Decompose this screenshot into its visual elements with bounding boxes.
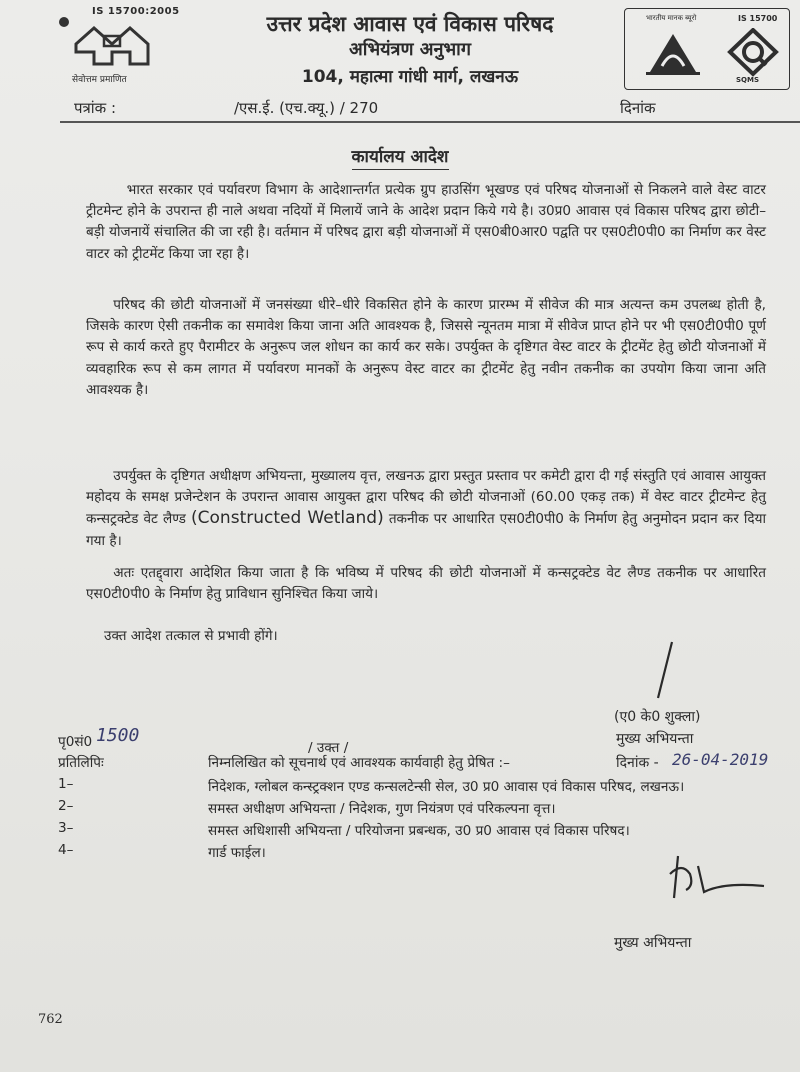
department-name: अभियंत्रण अनुभाग: [349, 39, 471, 60]
dispatch-number: 1500: [96, 725, 140, 746]
paragraph-2: परिषद की छोटी योजनाओं में जनसंख्या धीरे–धीरे विकसित होने के कारण प्रारम्भ में सीवेज की मात्र अत्यन्त कम उपलब्ध होती है, जिसके कारण ऐसी तकनीक का समावेश किया जाना अति आवश्यक है, जिससे न्यूनतम मात्रा में सीवेज प्राप्त होने पर भी एस0टी0पी0 पूर्ण रूप से कार्य करते हुए पैरामीटर के अनुरूप जल शोधन का कार्य कर सके। उपर्युक्त के दृष्टिगत वेस्ट वाटर के ट्रीटमेंट हेतु छोटी योजनाओं में व्यवहारिक रूप से कम लागत में पर्यावरण मानकों के अनुरूप वेस्ट वाटर का ट्रीटमेंट हेतु नवीन तकनीक का उपयोग किया जाना अति आवश्यक है।: [86, 297, 766, 398]
seal-caption: सेवोत्तम प्रमाणित: [72, 75, 127, 85]
copy-item-number: 1–: [58, 776, 74, 792]
dispatch-ukt: / उक्त /: [308, 740, 349, 756]
paragraph-5: उक्त आदेश तत्काल से प्रभावी होंगे।: [104, 628, 278, 644]
organization-logo: [56, 14, 166, 72]
copy-intro: निम्नलिखित को सूचनार्थ एवं आवश्यक कार्यवाही हेतु प्रेषित :–: [208, 755, 510, 771]
reference-label: पत्रांक :: [74, 99, 117, 117]
signature-scribble: [664, 852, 774, 902]
page-number: 762: [38, 1012, 63, 1027]
cert-standard: IS 15700: [738, 14, 778, 23]
dispatch-label: पृ0सं0: [58, 734, 93, 750]
copy-item-number: 3–: [58, 820, 74, 836]
sqms-logo-icon: [726, 28, 780, 78]
copy-item: गार्ड फाईल।: [208, 845, 266, 861]
paragraph-1: भारत सरकार एवं पर्यावरण विभाग के आदेशान्तर्गत प्रत्येक ग्रुप हाउसिंग भूखण्ड एवं परिषद योजनाओं से निकलने वाले वेस्ट वाटर ट्रीटमेन्ट होने के उपरान्त ही नाले अथवा नदियों में मिलायें जाने के आदेश प्रदान किये गये है। उ0प्र0 आवास एवं विकास परिषद द्वारा छोटी–बड़ी योजनायें संचालित की जा रही है। वर्तमान में परिषद द्वारा बड़ी योजनाओं में एस0बी0आर0 पद्वति पर एस0टी0पी0 का निर्माण कर वेस्ट वाटर को ट्रीटमेंट किया जा रहा है।: [86, 182, 766, 262]
footer-designation: मुख्य अभियन्ता: [614, 935, 692, 951]
sqms-caption: SQMS: [736, 76, 759, 84]
copy-item: समस्त अधिशासी अभियन्ता / परियोजना प्रबन्धक, उ0 प्र0 आवास एवं विकास परिषद।: [208, 823, 630, 839]
organization-name: उत्तर प्रदेश आवास एवं विकास परिषद: [266, 12, 554, 36]
copy-item: समस्त अधीक्षण अभियन्ता / निदेशक, गुण नियंत्रण एवं परिकल्पना वृत्त।: [208, 801, 556, 817]
signature-mark: [648, 640, 678, 700]
reference-number: /एस.ई. (एच.क्यू.) / 270: [234, 99, 379, 117]
copy-item-number: 2–: [58, 798, 74, 814]
bis-logo-icon: [640, 28, 706, 78]
paragraph-3: उपर्युक्त के दृष्टिगत अधीक्षण अभियन्ता, मुख्यालय वृत्त, लखनऊ द्वारा प्रस्तुत प्रस्ताव पर कमेटी द्वारा दी गई संस्तुति एवं आवास आयुक्त महोदय के समक्ष प्रजेन्टेशन के उपरान्त आवास आयुक्त द्वारा परिषद की छोटी योजनाओं (60.00 एकड़ तक) में वेस्ट वाटर ट्रीटमेन्ट हेतु कन्सट्रक्टेड वेट लैण्ड (Constructed Wetland) तकनीक पर आधारित एस0टी0पी0 के निर्माण हेतु अनुमोदन प्रदान कर दिया गया है।: [86, 468, 767, 549]
copy-label: प्रतिलिपिः: [58, 755, 104, 771]
dispatch-date-label: दिनांक -: [616, 755, 659, 771]
copy-item: निदेशक, ग्लोबल कन्स्ट्रक्शन एण्ड कन्सलटेन्सी सेल, उ0 प्र0 आवास एवं विकास परिषद, लखनऊ।: [208, 779, 685, 795]
dispatch-date: 26-04-2019: [672, 750, 769, 769]
paragraph-4: अतः एतद्द्वारा आदेशित किया जाता है कि भविष्य में परिषद की छोटी योजनाओं में कन्सट्रक्टेड वेट लैण्ड तकनीक पर आधारित एस0टी0पी0 के निर्माण हेतु प्राविधान सुनिश्चित किया जाये।: [86, 565, 766, 603]
date-label: दिनांक: [620, 99, 656, 117]
page-title: कार्यालय आदेश: [0, 144, 800, 167]
header-divider: [60, 121, 800, 123]
cert-label: भारतीय मानक ब्यूरो: [646, 14, 697, 22]
signatory-designation: मुख्य अभियन्ता: [616, 731, 694, 747]
copy-item-number: 4–: [58, 842, 74, 858]
signatory-name: (ए0 के0 शुक्ला): [614, 709, 701, 725]
iso-mark: IS 15700:2005: [92, 6, 180, 17]
address: 104, महात्मा गांधी मार्ग, लखनऊ: [301, 67, 519, 87]
